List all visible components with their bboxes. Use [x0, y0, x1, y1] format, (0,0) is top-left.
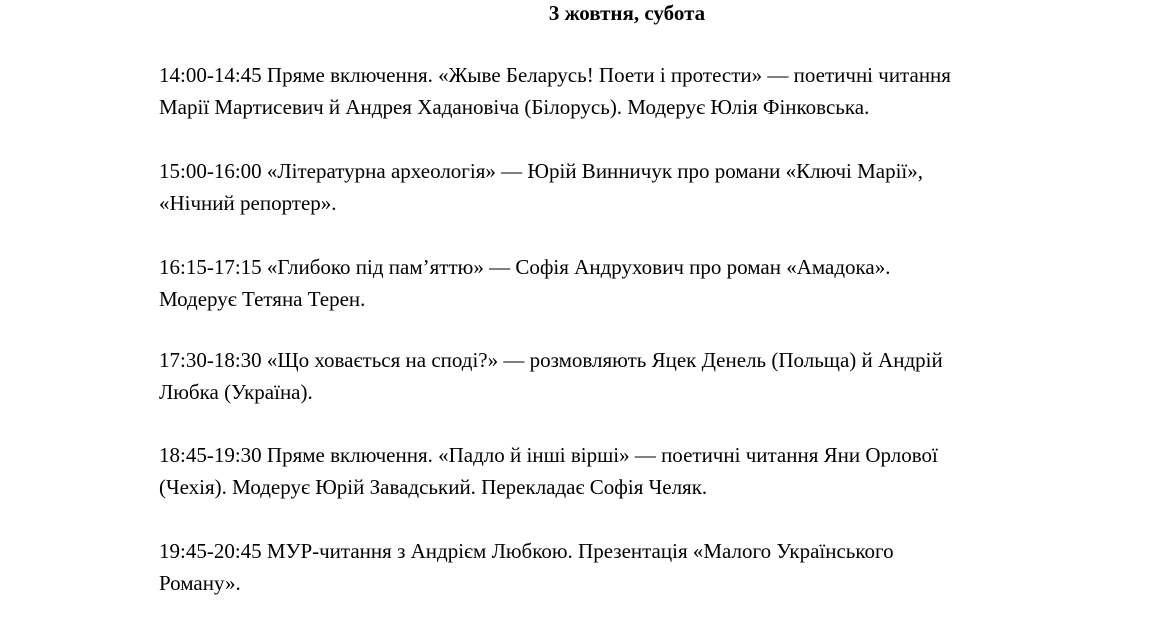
schedule-entry — [159, 439, 1089, 503]
entry-line: 17:30-18:30 «Що ховається на споді?» — розмовляють Яцек Денель (Польща) й Андрій — [159, 348, 943, 372]
entry-line: Марії Мартисевич й Андрея Хадановіча (Білорусь). Модерує Юлія Фінковська. — [159, 95, 870, 119]
date-heading: 3 жовтня, субота — [548, 1, 706, 25]
entry-line: Роману». — [159, 571, 241, 595]
entry-line: «Нічний репортер». — [159, 191, 337, 215]
entry-line: 14:00-14:45 Пряме включення. «Жыве Беларусь! Поети і протести» — поетичні читання — [159, 63, 951, 87]
schedule-entry — [159, 59, 1089, 123]
schedule-entry — [159, 535, 1089, 599]
entry-line: 15:00-16:00 «Літературна археологія» — Юрій Винничук про романи «Ключі Марії», — [159, 159, 923, 183]
entry-line: Любка (Україна). — [159, 380, 313, 404]
schedule-entry — [159, 155, 1089, 219]
schedule-entry — [159, 251, 1089, 315]
entry-line: 19:45-20:45 МУР-читання з Андрієм Любкою. Презентація «Малого Українського — [159, 539, 894, 563]
entry-line: Модерує Тетяна Терен. — [159, 287, 366, 311]
entry-line: (Чехія). Модерує Юрій Завадський. Перекладає Софія Челяк. — [159, 475, 708, 499]
entry-line: 16:15-17:15 «Глибоко під пам’яттю» — Софія Андрухович про роман «Амадока». — [159, 255, 891, 279]
entry-line: 18:45-19:30 Пряме включення. «Падло й інші вірші» — поетичні читання Яни Орлової — [159, 443, 938, 467]
schedule-entry — [159, 344, 1089, 408]
